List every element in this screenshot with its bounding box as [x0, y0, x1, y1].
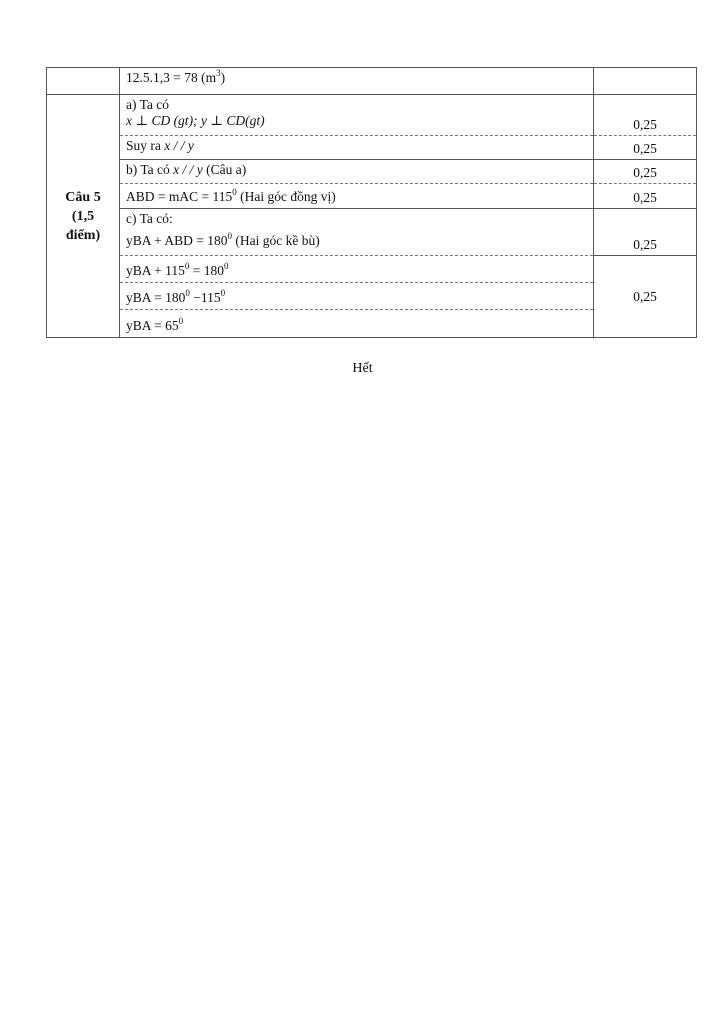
calc3-expression: yBA = 65 [126, 318, 179, 333]
table-row-calc1 [47, 256, 697, 283]
table-row-parallel [47, 136, 697, 160]
score-cell-b [594, 160, 697, 184]
part-c-note: (Hai góc kề bù) [235, 233, 320, 248]
calc1-right: = 180 [189, 263, 224, 278]
part-b-expression: x / / y [173, 162, 203, 177]
content-cell-calc1 [120, 256, 594, 283]
part-a-intro: a) Ta có [126, 97, 170, 112]
part-a-perpendicular: x ⊥ CD (gt); y ⊥ CD(gt) [126, 113, 265, 128]
angles-note: (Hai góc đồng vị) [240, 189, 336, 204]
score-cell-empty [594, 68, 697, 95]
parallel-expression: x / / y [164, 138, 194, 153]
parallel-label: Suy ra [126, 138, 161, 153]
part-c-degree: 0 [227, 231, 232, 241]
part-c-expression: yBA + ABD = 180 [126, 233, 228, 248]
question-label-cell [47, 95, 120, 338]
content-cell-a [120, 95, 594, 136]
calc1-left: yBA + 115 [126, 263, 185, 278]
angles-degree: 0 [232, 187, 237, 197]
part-b-note: (Câu a) [206, 162, 247, 177]
score-parallel: 0,25 [633, 141, 657, 156]
table-row-b [47, 160, 697, 184]
question-points-unit: điểm) [65, 227, 101, 243]
question-number: Câu 5 [65, 189, 101, 205]
volume-unit-close: ) [220, 70, 226, 85]
calc3-degree: 0 [178, 316, 184, 326]
volume-text: 12.5.1,3 = 78 (m [126, 70, 217, 85]
content-cell-volume [120, 68, 594, 95]
part-c-intro: c) Ta có: [126, 211, 173, 226]
table-row-volume [47, 68, 697, 95]
score-cell-c [594, 209, 697, 256]
end-marker: Hết [352, 361, 373, 376]
content-cell-calc2 [120, 283, 594, 310]
score-b: 0,25 [633, 165, 657, 180]
score-a: 0,25 [633, 117, 657, 132]
score-cell-angles [594, 184, 697, 209]
content-cell-b [120, 160, 594, 184]
content-cell-angles [120, 184, 594, 209]
score-c: 0,25 [633, 237, 657, 252]
angles-expression: ABD = mAC = 115 [126, 189, 233, 204]
volume-unit-exponent: 3 [216, 68, 221, 78]
score-calc: 0,25 [633, 288, 657, 304]
calc1-left-degree: 0 [184, 261, 190, 271]
calc2-right: −115 [189, 290, 221, 305]
calc1-right-degree: 0 [224, 261, 229, 271]
score-angles: 0,25 [633, 190, 657, 205]
calc2-right-degree: 0 [220, 288, 226, 298]
table-row-c [47, 209, 697, 256]
content-cell-parallel [120, 136, 594, 160]
table-row-angles [47, 184, 697, 209]
score-cell-parallel [594, 136, 697, 160]
calc2-left-degree: 0 [185, 288, 190, 298]
content-cell-c [120, 209, 594, 256]
score-cell-a [594, 95, 697, 136]
calc2-left: yBA = 180 [126, 290, 186, 305]
content-cell-calc3 [120, 310, 594, 338]
answer-table [46, 67, 697, 338]
score-cell-calc [594, 256, 697, 338]
question-cell-empty [47, 68, 120, 95]
table-row-a [47, 95, 697, 136]
question-points: (1,5 [71, 208, 95, 224]
part-b-label: b) Ta có [126, 162, 170, 177]
